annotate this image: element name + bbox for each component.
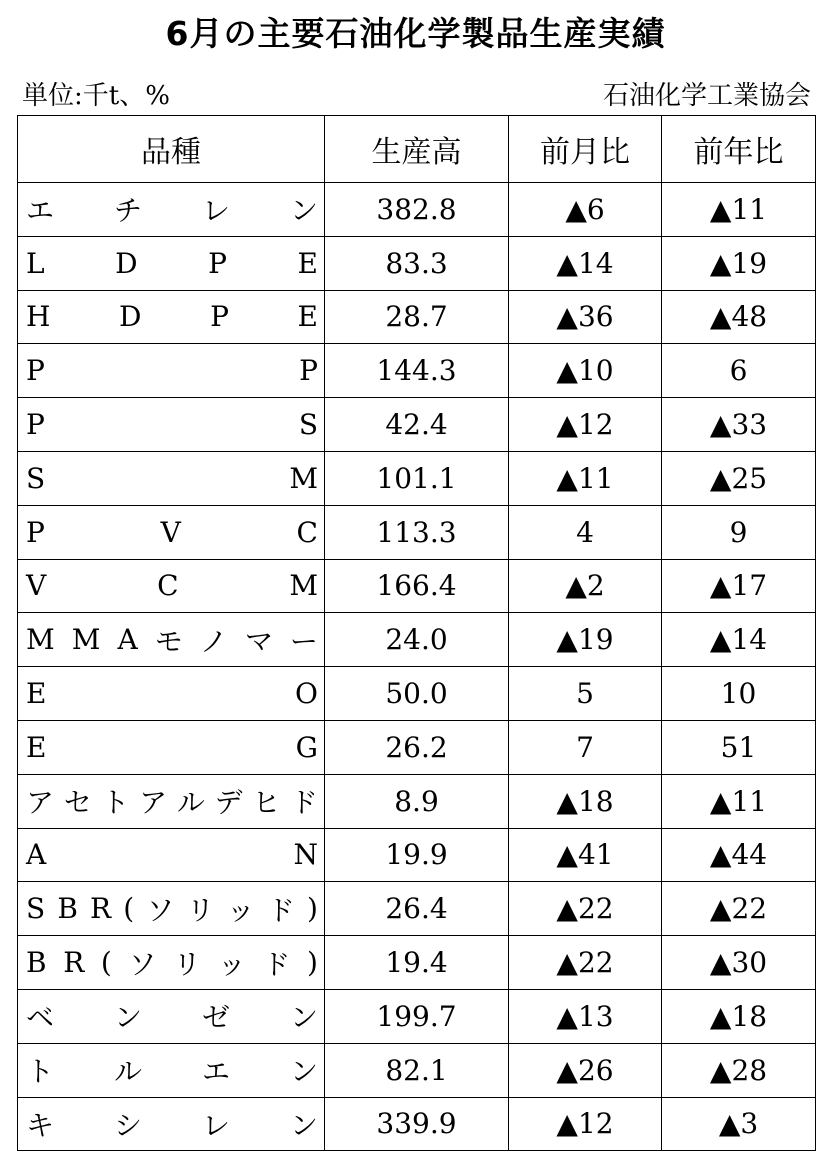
product-name-char: チ [113,194,142,228]
product-name [26,838,318,871]
production-cell: 101.1 [325,451,509,505]
product-name-char: ト [101,786,130,820]
table-row [18,936,816,990]
production-cell: 50.0 [325,667,509,721]
table-row [18,882,816,936]
product-name-cell [18,183,325,237]
source-label: 石油化学工業協会 [602,81,811,111]
product-name-char: G [295,730,318,764]
table-row [18,989,816,1043]
month-over-month-cell: ▲19 [509,613,662,667]
header-row [18,116,816,183]
production-table [17,115,816,1151]
table-row [18,613,816,667]
product-name-char: V [160,515,181,549]
product-name-char: B [26,946,47,980]
product-name-char: ル [176,786,205,820]
year-over-year-cell: ▲48 [662,290,816,344]
month-over-month-cell: ▲2 [509,559,662,613]
header-year-over-year: 前年比 [662,116,816,183]
year-over-year-cell: 51 [662,720,816,774]
table-row [18,451,816,505]
production-cell: 28.7 [325,290,509,344]
production-cell: 83.3 [325,236,509,290]
product-name-char: ン [289,1055,318,1089]
product-name-cell [18,989,325,1043]
year-over-year-cell: ▲11 [662,183,816,237]
production-cell: 199.7 [325,989,509,1043]
product-name-char: マ [244,624,273,658]
year-over-year-cell: ▲28 [662,1043,816,1097]
year-over-year-cell: 9 [662,505,816,559]
product-name-char: ッ [217,947,246,981]
production-cell: 24.0 [325,613,509,667]
product-name-char: モ [154,624,183,658]
product-name-char: N [293,838,318,872]
product-name-char: ド [289,786,318,820]
table-row [18,1097,816,1151]
table-row [18,505,816,559]
product-name-char: ソ [146,893,175,927]
unit-label: 単位:千t、% [22,81,170,111]
production-cell: 19.9 [325,828,509,882]
product-name-char: E [26,677,47,711]
product-name-char: C [157,569,179,603]
table-row [18,559,816,613]
product-name-char: リ [186,893,215,927]
table-row [18,290,816,344]
product-name-char: ( [123,892,135,926]
product-name-char: エ [26,194,55,228]
product-name-char: ー [289,624,318,658]
production-cell: 144.3 [325,344,509,398]
product-name-char: ド [262,947,291,981]
product-name [26,1104,318,1144]
product-name-char: キ [26,1108,55,1142]
product-name-char: M [71,623,101,657]
header-product-type: 品種 [18,116,325,183]
product-name-cell [18,936,325,990]
product-name-char: E [297,246,318,280]
product-name-char: S [26,461,46,495]
product-name [26,189,318,229]
product-name [26,1050,318,1090]
product-name-cell [18,398,325,452]
month-over-month-cell: ▲6 [509,183,662,237]
production-cell: 339.9 [325,1097,509,1151]
product-name-char: ン [113,1001,142,1035]
product-name [26,781,318,821]
table-row [18,344,816,398]
product-name-char: S [26,892,46,926]
product-name [26,462,318,495]
product-name-char: P [26,515,45,549]
product-name-cell [18,1097,325,1151]
table-body [18,183,816,1151]
product-name-char: ( [100,946,112,980]
product-name [26,620,318,660]
production-cell: 166.4 [325,559,509,613]
product-name [26,569,318,602]
product-name-cell [18,236,325,290]
table-row [18,183,816,237]
product-name-char: V [26,569,47,603]
month-over-month-cell: ▲22 [509,936,662,990]
product-name-char: ソ [128,947,157,981]
product-name-cell [18,1043,325,1097]
product-name-char: ン [289,1108,318,1142]
year-over-year-cell: ▲3 [662,1097,816,1151]
year-over-year-cell: ▲17 [662,559,816,613]
product-name-char: セ [63,786,92,820]
product-name-cell [18,774,325,828]
product-name-char: ゼ [201,1001,230,1035]
year-over-year-cell: ▲22 [662,882,816,936]
product-name-cell [18,667,325,721]
product-name-cell [18,559,325,613]
product-name [26,408,318,441]
product-name-char: B [57,892,78,926]
year-over-year-cell: ▲30 [662,936,816,990]
product-name-char: E [297,300,318,334]
product-name-char: S [298,408,318,442]
product-name-char: ド [266,893,295,927]
product-name-char: P [208,246,227,280]
month-over-month-cell: 4 [509,505,662,559]
product-name-cell [18,828,325,882]
product-name-char: R [90,892,112,926]
product-name-char: リ [173,947,202,981]
product-name-char: L [26,246,45,280]
month-over-month-cell: ▲11 [509,451,662,505]
month-over-month-cell: ▲22 [509,882,662,936]
product-name-char: M [289,461,318,495]
product-name-cell [18,344,325,398]
product-name-char: レ [201,1108,230,1142]
production-cell: 113.3 [325,505,509,559]
month-over-month-cell: ▲36 [509,290,662,344]
product-name-char: デ [214,786,243,820]
month-over-month-cell: 7 [509,720,662,774]
month-over-month-cell: ▲10 [509,344,662,398]
header-production: 生産高 [325,116,509,183]
month-over-month-cell: ▲12 [509,398,662,452]
product-name-char: ベ [26,1001,55,1035]
product-name-char: P [299,354,318,388]
product-name-char: P [26,354,45,388]
product-name-cell [18,882,325,936]
production-cell: 8.9 [325,774,509,828]
product-name-cell [18,451,325,505]
product-name-cell [18,290,325,344]
production-cell: 382.8 [325,183,509,237]
product-name-char: M [289,569,318,603]
product-name-char: M [26,623,55,657]
product-name [26,516,318,549]
table-row [18,828,816,882]
table-row [18,398,816,452]
product-name-char: A [26,838,47,872]
month-over-month-cell: ▲41 [509,828,662,882]
product-name-char: ア [26,786,55,820]
product-name-char: ) [306,892,318,926]
product-name-cell [18,720,325,774]
product-name-char: E [26,730,47,764]
table-header [18,116,816,183]
production-cell: 26.4 [325,882,509,936]
production-cell: 42.4 [325,398,509,452]
product-name [26,731,318,764]
product-name-char: ア [139,786,168,820]
year-over-year-cell: ▲25 [662,451,816,505]
product-name-char: P [210,300,229,334]
month-over-month-cell: ▲26 [509,1043,662,1097]
product-name-cell [18,613,325,667]
product-name-char: ノ [199,624,228,658]
table-row [18,667,816,721]
product-name [26,354,318,387]
product-name [26,677,318,710]
product-name-char: シ [113,1108,142,1142]
year-over-year-cell: ▲33 [662,398,816,452]
year-over-year-cell: ▲18 [662,989,816,1043]
month-over-month-cell: 5 [509,667,662,721]
product-name-cell [18,505,325,559]
product-name-char: ル [113,1055,142,1089]
year-over-year-cell: 10 [662,667,816,721]
product-name-char: H [26,300,51,334]
production-cell: 26.2 [325,720,509,774]
page-title: 6月の主要石油化学製品生産実績 [165,14,666,53]
product-name-char: ン [289,1001,318,1035]
product-name-char: D [115,246,138,280]
product-name-char: R [63,946,85,980]
product-name-char: ) [307,946,318,980]
product-name [26,300,318,333]
year-over-year-cell: ▲44 [662,828,816,882]
table-row [18,774,816,828]
product-name-char: エ [201,1055,230,1089]
product-name [26,889,318,929]
product-name-char: O [295,677,318,711]
product-name-char: D [119,300,142,334]
product-name-char: ン [289,194,318,228]
month-over-month-cell: ▲13 [509,989,662,1043]
product-name [26,996,318,1036]
table-row [18,1043,816,1097]
production-cell: 82.1 [325,1043,509,1097]
year-over-year-cell: ▲11 [662,774,816,828]
header-month-over-month: 前月比 [509,116,662,183]
product-name-char: A [117,623,138,657]
product-name-char: レ [201,194,230,228]
product-name [26,247,318,280]
product-name-char: ヒ [252,786,281,820]
year-over-year-cell: ▲14 [662,613,816,667]
product-name-char: ッ [226,893,255,927]
production-cell: 19.4 [325,936,509,990]
table-row [18,720,816,774]
year-over-year-cell: 6 [662,344,816,398]
product-name-char: ト [26,1055,55,1089]
year-over-year-cell: ▲19 [662,236,816,290]
product-name-char: C [296,515,318,549]
table-row [18,236,816,290]
product-name-char: P [26,408,45,442]
month-over-month-cell: ▲14 [509,236,662,290]
product-name [26,943,318,983]
month-over-month-cell: ▲12 [509,1097,662,1151]
month-over-month-cell: ▲18 [509,774,662,828]
